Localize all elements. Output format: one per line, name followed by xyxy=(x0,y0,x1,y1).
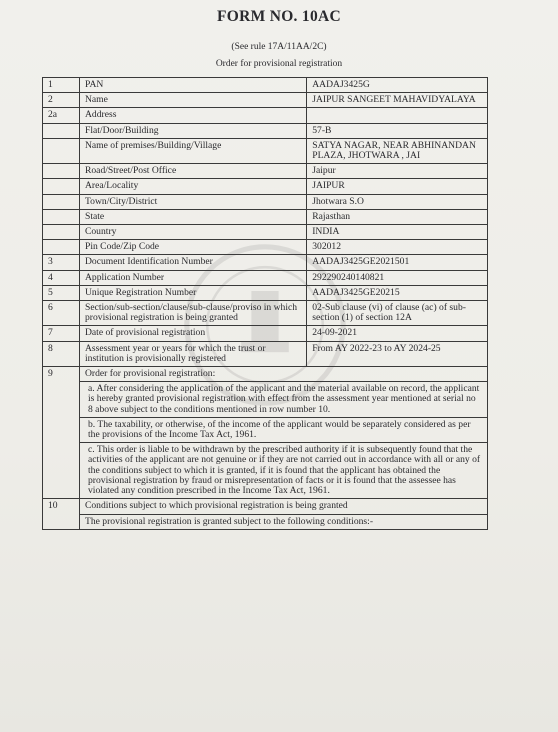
row-value: 24-09-2021 xyxy=(307,326,488,341)
table-row xyxy=(43,138,488,163)
row-label: Pin Code/Zip Code xyxy=(79,240,306,255)
section-9-para-a: a. After considering the application of the applicant and the material available on record, the applicant is hereby granted provisional registration with effect from the assessment year mentioned at serial no 8 above subject to the conditions mentioned in row number 10. xyxy=(79,382,487,418)
row-value: SATYA NAGAR, NEAR ABHINANDAN PLAZA, JHOTWARA , JAI xyxy=(307,138,488,163)
row-value: 292290240140821 xyxy=(307,270,488,285)
row-label: Section/sub-section/clause/sub-clause/proviso in which provisional registration is being granted xyxy=(79,301,306,326)
row-label: Unique Registration Number xyxy=(79,285,306,300)
row-label: Name xyxy=(79,93,306,108)
row-value: 02-Sub clause (vi) of clause (ac) of sub-section (1) of section 12A xyxy=(307,301,488,326)
row-label: Name of premises/Building/Village xyxy=(79,138,306,163)
order-heading: Order for provisional registration xyxy=(215,59,343,69)
row-label: Assessment year or years for which the trust or institution is provisionally registered xyxy=(79,341,306,366)
table-row xyxy=(43,123,488,138)
section-9-heading: Order for provisional registration: xyxy=(79,367,487,382)
row-number xyxy=(43,209,80,224)
form-title: FORM NO. 10AC xyxy=(216,8,341,25)
row-label: State xyxy=(79,209,306,224)
row-number: 9 xyxy=(43,367,80,499)
row-label: PAN xyxy=(79,78,306,93)
registration-table xyxy=(42,77,488,530)
table-row xyxy=(43,108,488,123)
table-row xyxy=(43,285,488,300)
row-label: Town/City/District xyxy=(79,194,306,209)
row-value: Rajasthan xyxy=(307,209,488,224)
row-value: 57-B xyxy=(307,123,488,138)
row-value: AADAJ3425GE2021501 xyxy=(307,255,488,270)
table-row xyxy=(43,341,488,366)
row-number: 6 xyxy=(43,301,80,326)
row-value: Jaipur xyxy=(307,164,488,179)
row-number: 4 xyxy=(43,270,80,285)
section-10-text: The provisional registration is granted subject to the following conditions:- xyxy=(79,514,487,529)
row-number xyxy=(43,123,80,138)
row-number: 2a xyxy=(43,108,80,123)
row-value: Jhotwara S.O xyxy=(307,194,488,209)
table-row xyxy=(43,209,488,224)
row-label: Road/Street/Post Office xyxy=(79,164,306,179)
row-number xyxy=(43,138,80,163)
row-number xyxy=(43,179,80,194)
row-value: JAIPUR xyxy=(307,179,488,194)
row-label: Date of provisional registration xyxy=(79,326,306,341)
table-row xyxy=(43,255,488,270)
row-label: Country xyxy=(79,225,306,240)
row-number: 10 xyxy=(43,499,80,529)
section-9 xyxy=(43,367,488,499)
table-row xyxy=(43,78,488,93)
table-row xyxy=(43,179,488,194)
row-number: 2 xyxy=(43,93,80,108)
row-value: JAIPUR SANGEET MAHAVIDYALAYA xyxy=(307,93,488,108)
table-row xyxy=(43,93,488,108)
section-10 xyxy=(43,499,488,529)
row-number: 8 xyxy=(43,341,80,366)
row-label: Address xyxy=(79,108,306,123)
row-value: From AY 2022-23 to AY 2024-25 xyxy=(307,341,488,366)
row-number: 7 xyxy=(43,326,80,341)
row-number: 3 xyxy=(43,255,80,270)
row-number: 1 xyxy=(43,78,80,93)
row-number: 5 xyxy=(43,285,80,300)
row-label: Area/Locality xyxy=(79,179,306,194)
row-value: 302012 xyxy=(307,240,488,255)
row-label: Document Identification Number xyxy=(79,255,306,270)
row-label: Application Number xyxy=(79,270,306,285)
table-row xyxy=(43,194,488,209)
table-row xyxy=(43,164,488,179)
row-label: Flat/Door/Building xyxy=(79,123,306,138)
row-value: AADAJ3425G xyxy=(307,78,488,93)
table-row xyxy=(43,326,488,341)
row-value xyxy=(307,108,488,123)
row-value: AADAJ3425GE20215 xyxy=(307,285,488,300)
section-9-para-b: b. The taxability, or otherwise, of the income of the applicant would be separately considered as per the provisions of the Income Tax Act, 1961. xyxy=(79,417,487,442)
row-number xyxy=(43,164,80,179)
row-number xyxy=(43,225,80,240)
row-number xyxy=(43,194,80,209)
table-row xyxy=(43,301,488,326)
section-9-para-c: c. This order is liable to be withdrawn by the prescribed authority if it is subsequently found that the activities of the applicant are not genuine or if they are not carried out in accordance with all or any of the conditions subject to which it is granted, if it is found that the applicant has obtained the provisional registration by fraud or misrepresentation of facts or it is found that the assessee has violated any condition prescribed in the Income Tax Act, 1961. xyxy=(79,443,487,499)
table-row xyxy=(43,270,488,285)
rule-reference: (See rule 17A/11AA/2C) xyxy=(231,42,327,52)
section-10-heading: Conditions subject to which provisional registration is being granted xyxy=(79,499,487,514)
row-number xyxy=(43,240,80,255)
table-row xyxy=(43,225,488,240)
row-value: INDIA xyxy=(307,225,488,240)
table-row xyxy=(43,240,488,255)
